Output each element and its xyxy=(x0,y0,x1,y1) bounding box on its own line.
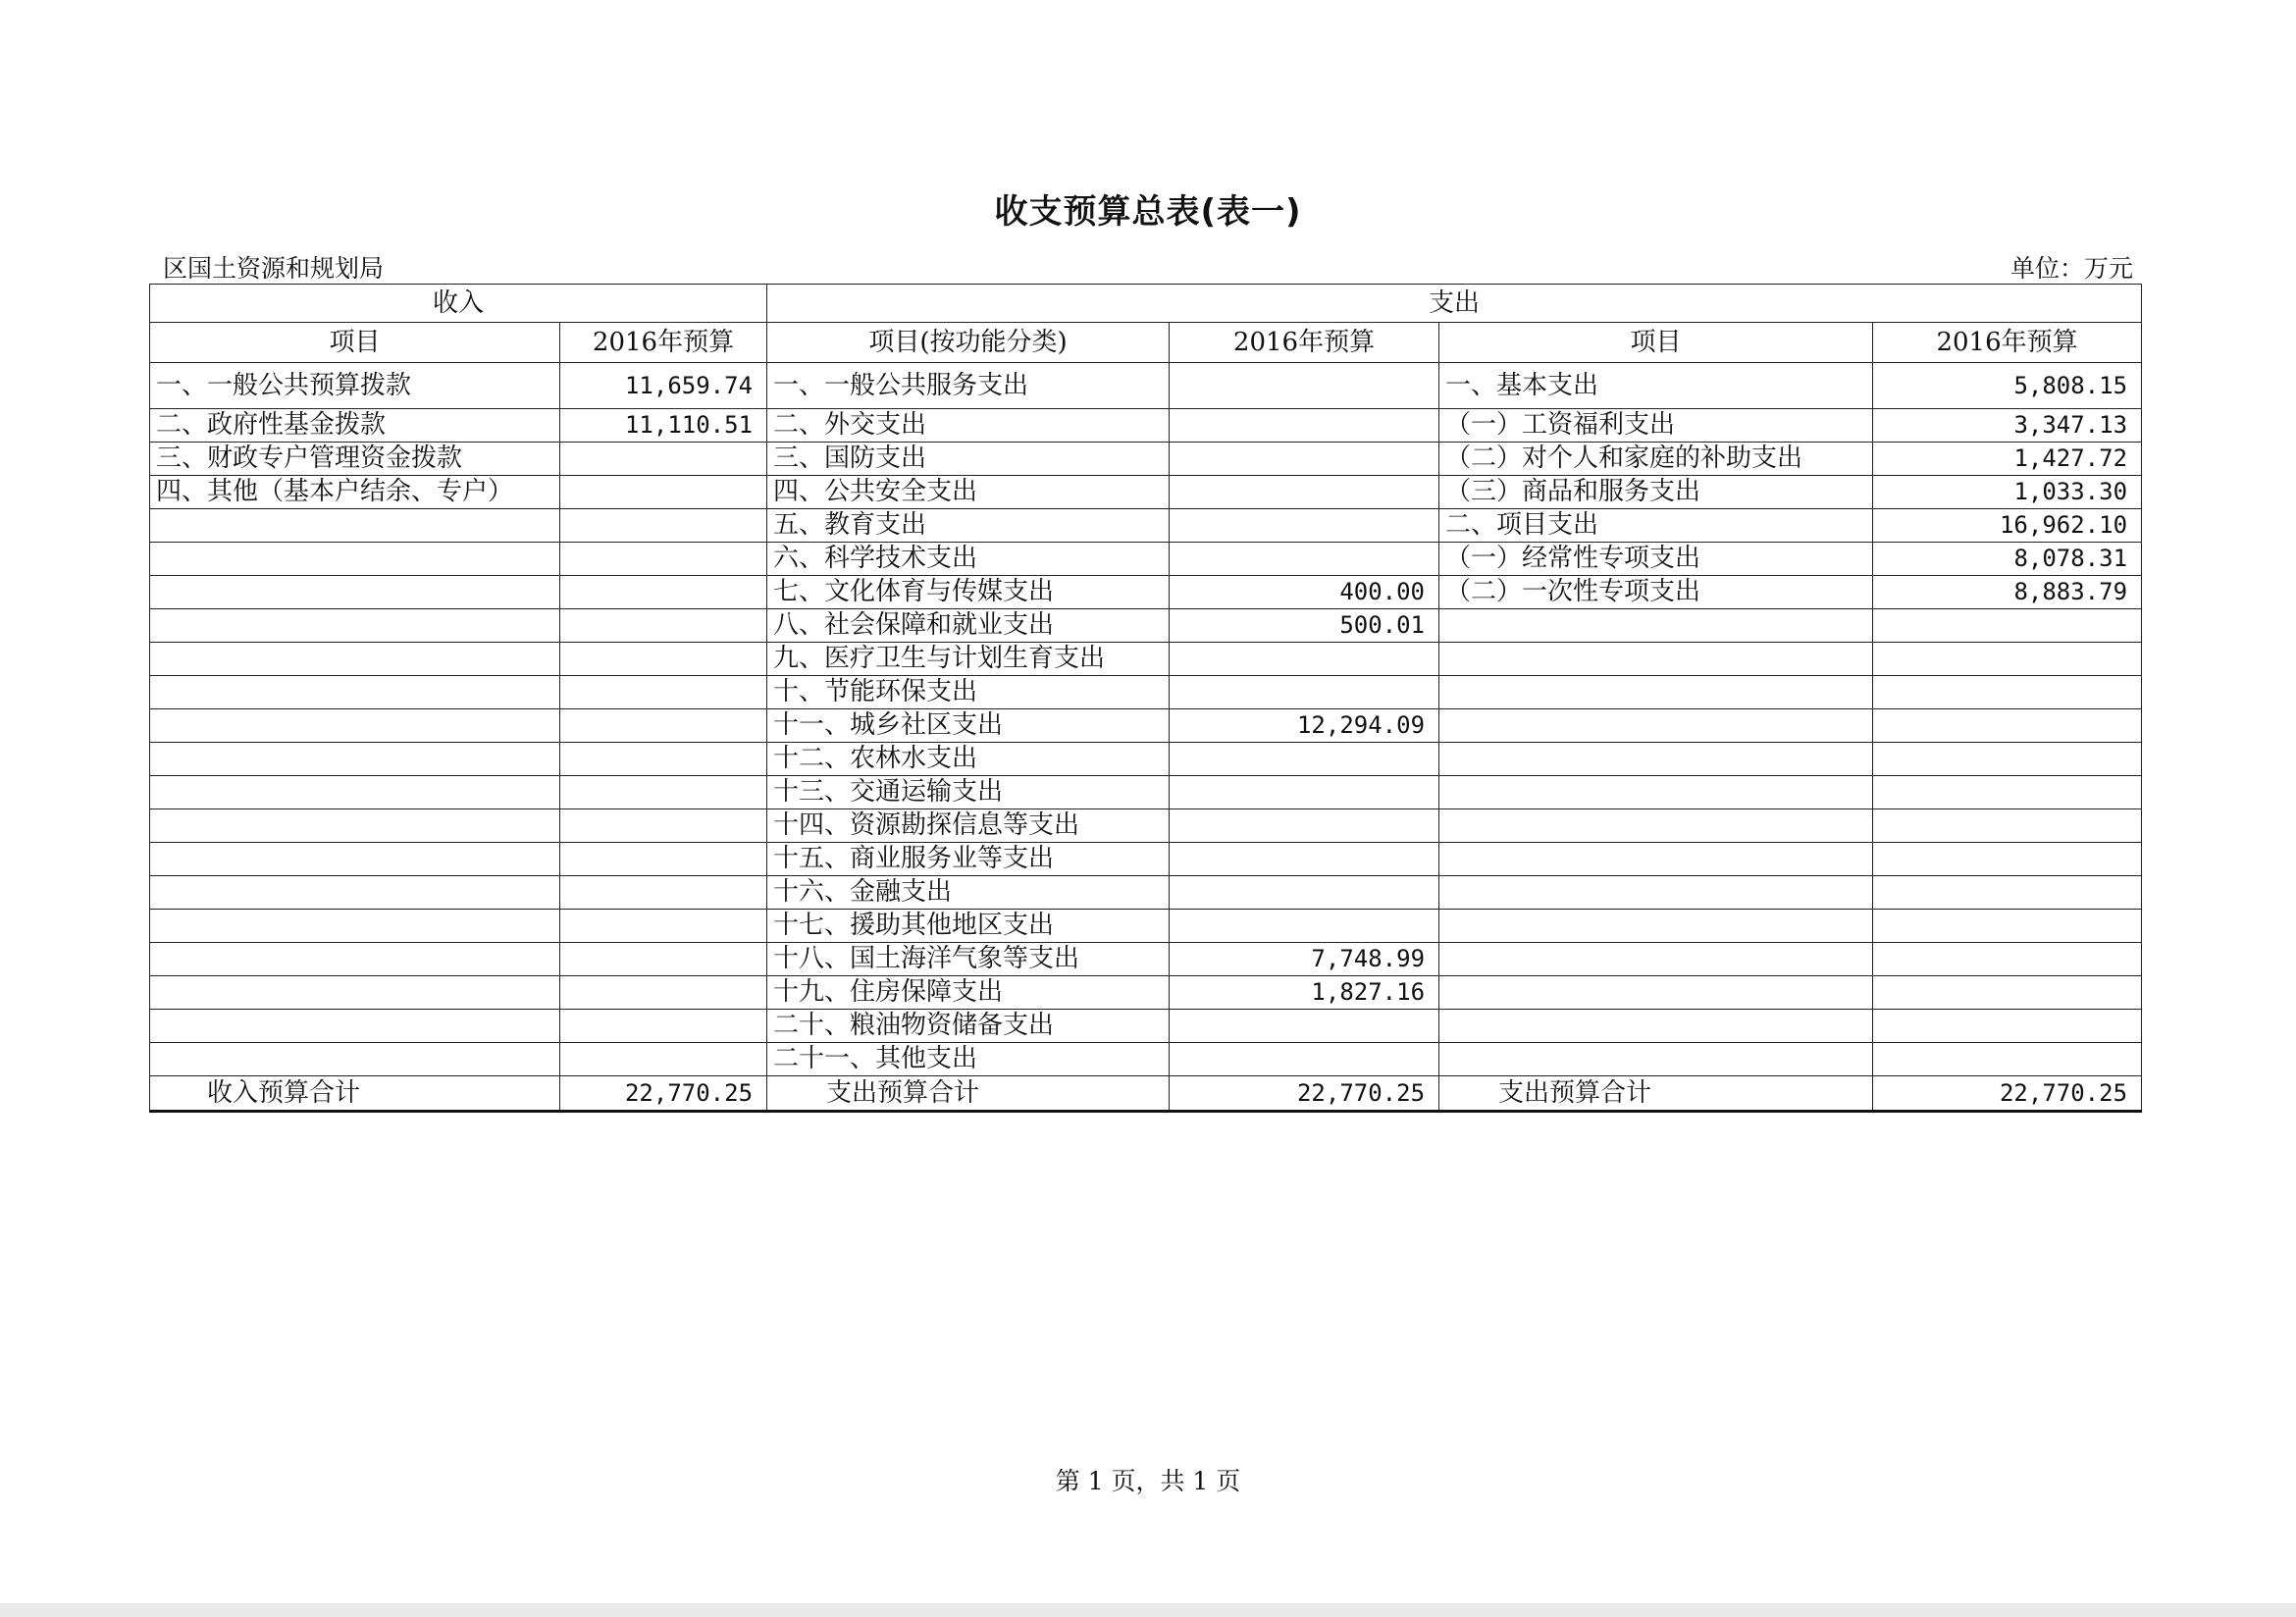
table-row xyxy=(150,910,2142,943)
col-header-func-budget: 2016年预算 xyxy=(1170,323,1439,363)
income-item-cell xyxy=(150,809,560,843)
econ-budget-cell xyxy=(1873,910,2142,943)
econ-budget-cell xyxy=(1873,643,2142,676)
income-item-cell: 四、其他（基本户结余、专户） xyxy=(150,476,560,509)
func-item-cell: 十、节能环保支出 xyxy=(767,676,1170,709)
table-row xyxy=(150,443,2142,476)
budget-table xyxy=(149,284,2142,1113)
func-item-cell: 十八、国土海洋气象等支出 xyxy=(767,943,1170,976)
table-row xyxy=(150,876,2142,910)
func-item-cell: 十六、金融支出 xyxy=(767,876,1170,910)
func-total-label: 支出预算合计 xyxy=(767,1076,1170,1112)
income-budget-cell xyxy=(560,643,767,676)
income-budget-cell xyxy=(560,509,767,543)
income-budget-cell xyxy=(560,676,767,709)
table-row xyxy=(150,976,2142,1010)
func-budget-cell xyxy=(1170,743,1439,776)
income-item-cell xyxy=(150,976,560,1010)
econ-item-cell: 一、基本支出 xyxy=(1439,363,1873,409)
func-budget-cell xyxy=(1170,643,1439,676)
income-budget-cell xyxy=(560,876,767,910)
income-item-cell xyxy=(150,943,560,976)
func-budget-cell xyxy=(1170,1043,1439,1076)
table-row xyxy=(150,709,2142,743)
page-bottom-edge xyxy=(0,1603,2296,1617)
func-budget-cell xyxy=(1170,809,1439,843)
econ-budget-cell xyxy=(1873,776,2142,809)
table-row xyxy=(150,843,2142,876)
income-budget-cell xyxy=(560,743,767,776)
func-item-cell: 三、国防支出 xyxy=(767,443,1170,476)
func-item-cell: 十一、城乡社区支出 xyxy=(767,709,1170,743)
func-budget-cell xyxy=(1170,509,1439,543)
econ-budget-cell: 5,808.15 xyxy=(1873,363,2142,409)
econ-item-cell: （三）商品和服务支出 xyxy=(1439,476,1873,509)
table-row xyxy=(150,509,2142,543)
income-budget-cell xyxy=(560,776,767,809)
table-row xyxy=(150,776,2142,809)
econ-item-cell xyxy=(1439,809,1873,843)
func-budget-cell xyxy=(1170,543,1439,576)
income-total-label: 收入预算合计 xyxy=(150,1076,560,1112)
income-budget-cell: 11,659.74 xyxy=(560,363,767,409)
section-header-row xyxy=(150,285,2142,323)
func-item-cell: 十二、农林水支出 xyxy=(767,743,1170,776)
income-item-cell xyxy=(150,776,560,809)
income-item-cell xyxy=(150,1010,560,1043)
econ-budget-cell xyxy=(1873,1043,2142,1076)
income-item-cell: 二、政府性基金拨款 xyxy=(150,409,560,443)
func-item-cell: 七、文化体育与传媒支出 xyxy=(767,576,1170,609)
col-header-func-item: 项目(按功能分类) xyxy=(767,323,1170,363)
col-header-econ-budget: 2016年预算 xyxy=(1873,323,2142,363)
table-row xyxy=(150,643,2142,676)
table-row xyxy=(150,943,2142,976)
table-row xyxy=(150,809,2142,843)
func-item-cell: 二十一、其他支出 xyxy=(767,1043,1170,1076)
table-row xyxy=(150,743,2142,776)
econ-budget-cell xyxy=(1873,976,2142,1010)
income-budget-cell xyxy=(560,943,767,976)
func-budget-cell: 7,748.99 xyxy=(1170,943,1439,976)
econ-item-cell xyxy=(1439,943,1873,976)
income-budget-cell xyxy=(560,543,767,576)
col-header-income-budget: 2016年预算 xyxy=(560,323,767,363)
income-section-header: 收入 xyxy=(150,285,767,323)
func-budget-cell: 1,827.16 xyxy=(1170,976,1439,1010)
page-title: 收支预算总表(表一) xyxy=(994,192,1302,232)
econ-total-label: 支出预算合计 xyxy=(1439,1076,1873,1112)
income-item-cell xyxy=(150,1043,560,1076)
income-item-cell xyxy=(150,643,560,676)
econ-item-cell: （一）工资福利支出 xyxy=(1439,409,1873,443)
func-item-cell: 十三、交通运输支出 xyxy=(767,776,1170,809)
func-budget-cell xyxy=(1170,910,1439,943)
organization-name: 区国土资源和规划局 xyxy=(163,254,385,283)
econ-item-cell xyxy=(1439,1043,1873,1076)
econ-budget-cell xyxy=(1873,609,2142,643)
table-row xyxy=(150,543,2142,576)
econ-item-cell: 二、项目支出 xyxy=(1439,509,1873,543)
func-item-cell: 九、医疗卫生与计划生育支出 xyxy=(767,643,1170,676)
table-row xyxy=(150,576,2142,609)
econ-budget-cell xyxy=(1873,1010,2142,1043)
econ-budget-cell xyxy=(1873,809,2142,843)
income-budget-cell xyxy=(560,709,767,743)
col-header-econ-item: 项目 xyxy=(1439,323,1873,363)
income-item-cell xyxy=(150,576,560,609)
econ-budget-cell xyxy=(1873,676,2142,709)
func-item-cell: 十九、住房保障支出 xyxy=(767,976,1170,1010)
econ-item-cell xyxy=(1439,776,1873,809)
func-budget-cell: 500.01 xyxy=(1170,609,1439,643)
econ-budget-cell: 8,883.79 xyxy=(1873,576,2142,609)
func-budget-cell xyxy=(1170,363,1439,409)
income-item-cell xyxy=(150,743,560,776)
func-budget-cell xyxy=(1170,443,1439,476)
func-item-cell: 五、教育支出 xyxy=(767,509,1170,543)
econ-budget-cell xyxy=(1873,943,2142,976)
income-item-cell xyxy=(150,609,560,643)
income-budget-cell xyxy=(560,976,767,1010)
econ-budget-cell: 3,347.13 xyxy=(1873,409,2142,443)
income-item-cell xyxy=(150,709,560,743)
econ-item-cell: （一）经常性专项支出 xyxy=(1439,543,1873,576)
func-total-value: 22,770.25 xyxy=(1170,1076,1439,1112)
econ-budget-cell: 1,033.30 xyxy=(1873,476,2142,509)
page-footer: 第 1 页，共 1 页 xyxy=(1055,1467,1241,1495)
func-budget-cell xyxy=(1170,1010,1439,1043)
econ-item-cell xyxy=(1439,1010,1873,1043)
func-budget-cell xyxy=(1170,843,1439,876)
income-budget-cell xyxy=(560,443,767,476)
unit-label: 单位：万元 xyxy=(2009,254,2133,283)
income-budget-cell xyxy=(560,609,767,643)
totals-row xyxy=(150,1076,2142,1112)
income-item-cell xyxy=(150,876,560,910)
econ-budget-cell: 8,078.31 xyxy=(1873,543,2142,576)
func-item-cell: 一、一般公共服务支出 xyxy=(767,363,1170,409)
func-budget-cell: 12,294.09 xyxy=(1170,709,1439,743)
econ-item-cell xyxy=(1439,676,1873,709)
econ-budget-cell: 1,427.72 xyxy=(1873,443,2142,476)
func-item-cell: 十四、资源勘探信息等支出 xyxy=(767,809,1170,843)
func-budget-cell xyxy=(1170,476,1439,509)
econ-item-cell: （二）对个人和家庭的补助支出 xyxy=(1439,443,1873,476)
income-budget-cell xyxy=(560,476,767,509)
econ-budget-cell: 16,962.10 xyxy=(1873,509,2142,543)
econ-item-cell xyxy=(1439,643,1873,676)
table-row xyxy=(150,409,2142,443)
income-budget-cell: 11,110.51 xyxy=(560,409,767,443)
func-item-cell: 十五、商业服务业等支出 xyxy=(767,843,1170,876)
income-total-value: 22,770.25 xyxy=(560,1076,767,1112)
econ-total-value: 22,770.25 xyxy=(1873,1076,2142,1112)
table-row xyxy=(150,1010,2142,1043)
income-item-cell xyxy=(150,509,560,543)
econ-budget-cell xyxy=(1873,843,2142,876)
income-item-cell xyxy=(150,543,560,576)
func-item-cell: 十七、援助其他地区支出 xyxy=(767,910,1170,943)
table-row xyxy=(150,363,2142,409)
expense-section-header: 支出 xyxy=(767,285,2142,323)
func-budget-cell xyxy=(1170,876,1439,910)
table-row xyxy=(150,476,2142,509)
func-budget-cell xyxy=(1170,676,1439,709)
income-budget-cell xyxy=(560,809,767,843)
econ-budget-cell xyxy=(1873,876,2142,910)
econ-item-cell xyxy=(1439,709,1873,743)
func-budget-cell xyxy=(1170,409,1439,443)
column-header-row xyxy=(150,323,2142,363)
econ-item-cell xyxy=(1439,910,1873,943)
income-budget-cell xyxy=(560,1010,767,1043)
func-item-cell: 二、外交支出 xyxy=(767,409,1170,443)
table-row xyxy=(150,676,2142,709)
econ-item-cell xyxy=(1439,843,1873,876)
income-item-cell: 三、财政专户管理资金拨款 xyxy=(150,443,560,476)
col-header-income-item: 项目 xyxy=(150,323,560,363)
income-item-cell: 一、一般公共预算拨款 xyxy=(150,363,560,409)
econ-item-cell xyxy=(1439,609,1873,643)
func-budget-cell: 400.00 xyxy=(1170,576,1439,609)
func-item-cell: 二十、粮油物资储备支出 xyxy=(767,1010,1170,1043)
econ-item-cell xyxy=(1439,976,1873,1010)
func-item-cell: 八、社会保障和就业支出 xyxy=(767,609,1170,643)
econ-budget-cell xyxy=(1873,743,2142,776)
table-row xyxy=(150,1043,2142,1076)
func-budget-cell xyxy=(1170,776,1439,809)
income-budget-cell xyxy=(560,910,767,943)
income-budget-cell xyxy=(560,576,767,609)
econ-item-cell xyxy=(1439,876,1873,910)
income-budget-cell xyxy=(560,1043,767,1076)
income-budget-cell xyxy=(560,843,767,876)
func-item-cell: 六、科学技术支出 xyxy=(767,543,1170,576)
income-item-cell xyxy=(150,843,560,876)
econ-budget-cell xyxy=(1873,709,2142,743)
income-item-cell xyxy=(150,676,560,709)
econ-item-cell: （二）一次性专项支出 xyxy=(1439,576,1873,609)
econ-item-cell xyxy=(1439,743,1873,776)
table-row xyxy=(150,609,2142,643)
func-item-cell: 四、公共安全支出 xyxy=(767,476,1170,509)
income-item-cell xyxy=(150,910,560,943)
